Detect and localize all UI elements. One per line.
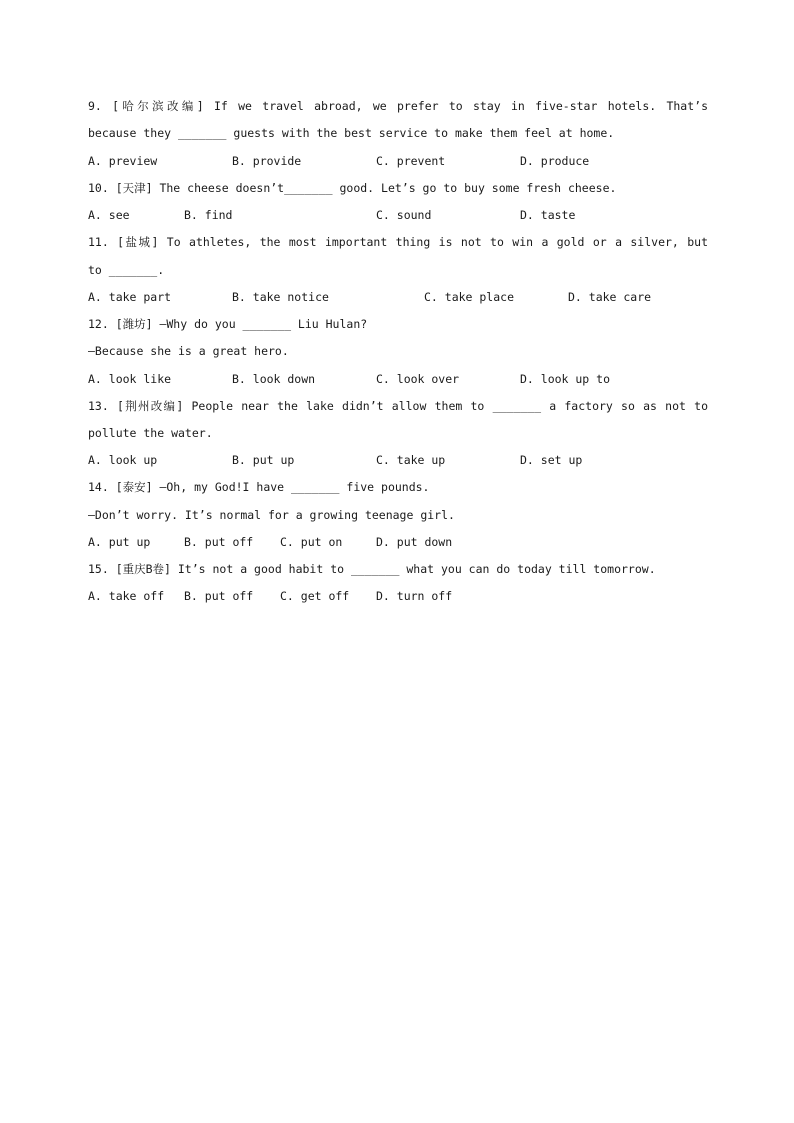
question-14-option-c: C. put on xyxy=(280,535,343,549)
question-14-line-1: 14. [泰安] —Oh, my God!I have _______ five pounds. xyxy=(88,480,430,494)
question-10-option-a: A. see xyxy=(88,208,130,222)
question-13-option-c: C. take up xyxy=(376,453,446,467)
question-9-option-a: A. preview xyxy=(88,154,158,168)
question-13-line-2: pollute the water. xyxy=(88,426,213,440)
question-14-line-2: —Don’t worry. It’s normal for a growing teenage girl. xyxy=(88,508,455,522)
question-14-option-a: A. put up xyxy=(88,535,151,549)
question-13-line-1: 13. [荆州改编] People near the lake didn’t allow them to _______ a factory so as not to xyxy=(88,399,708,413)
question-13-option-a: A. look up xyxy=(88,453,158,467)
question-11-option-d: D. take care xyxy=(568,290,652,304)
question-13-option-b: B. put up xyxy=(232,453,295,467)
question-11-option-b: B. take notice xyxy=(232,290,329,304)
question-11-option-a: A. take part xyxy=(88,290,172,304)
question-15-line-1: 15. [重庆B卷] It’s not a good habit to _______ what you can do today till tomorrow. xyxy=(88,562,656,576)
question-11-line-2: to _______. xyxy=(88,263,165,277)
question-13-option-d: D. set up xyxy=(520,453,583,467)
question-12-option-c: C. look over xyxy=(376,372,460,386)
question-12-option-a: A. look like xyxy=(88,372,172,386)
question-12-line-2: —Because she is a great hero. xyxy=(88,344,289,358)
question-12-line-1: 12. [潍坊] —Why do you _______ Liu Hulan? xyxy=(88,317,368,331)
question-10-option-b: B. find xyxy=(184,208,233,222)
question-15-option-c: C. get off xyxy=(280,589,350,603)
question-15-option-a: A. take off xyxy=(88,589,165,603)
question-15-option-b: B. put off xyxy=(184,589,254,603)
question-15-option-d: D. turn off xyxy=(376,589,453,603)
question-9-line-2: because they _______ guests with the best service to make them feel at home. xyxy=(88,126,615,140)
question-10-option-d: D. taste xyxy=(520,208,576,222)
question-11-line-1: 11. [盐城] To athletes, the most important thing is not to win a gold or a silver, but xyxy=(88,235,708,249)
question-9-line-1: 9. [哈尔滨改编] If we travel abroad, we prefer to stay in five-star hotels. That’s xyxy=(88,99,708,113)
question-12-option-b: B. look down xyxy=(232,372,316,386)
question-11-option-c: C. take place xyxy=(424,290,515,304)
question-9-option-d: D. produce xyxy=(520,154,590,168)
question-9-option-b: B. provide xyxy=(232,154,302,168)
question-10-option-c: C. sound xyxy=(376,208,432,222)
question-9-option-c: C. prevent xyxy=(376,154,446,168)
question-12-option-d: D. look up to xyxy=(520,372,611,386)
question-10-line-1: 10. [天津] The cheese doesn’t_______ good. Let’s go to buy some fresh cheese. xyxy=(88,181,617,195)
question-14-option-d: D. put down xyxy=(376,535,453,549)
question-14-option-b: B. put off xyxy=(184,535,254,549)
